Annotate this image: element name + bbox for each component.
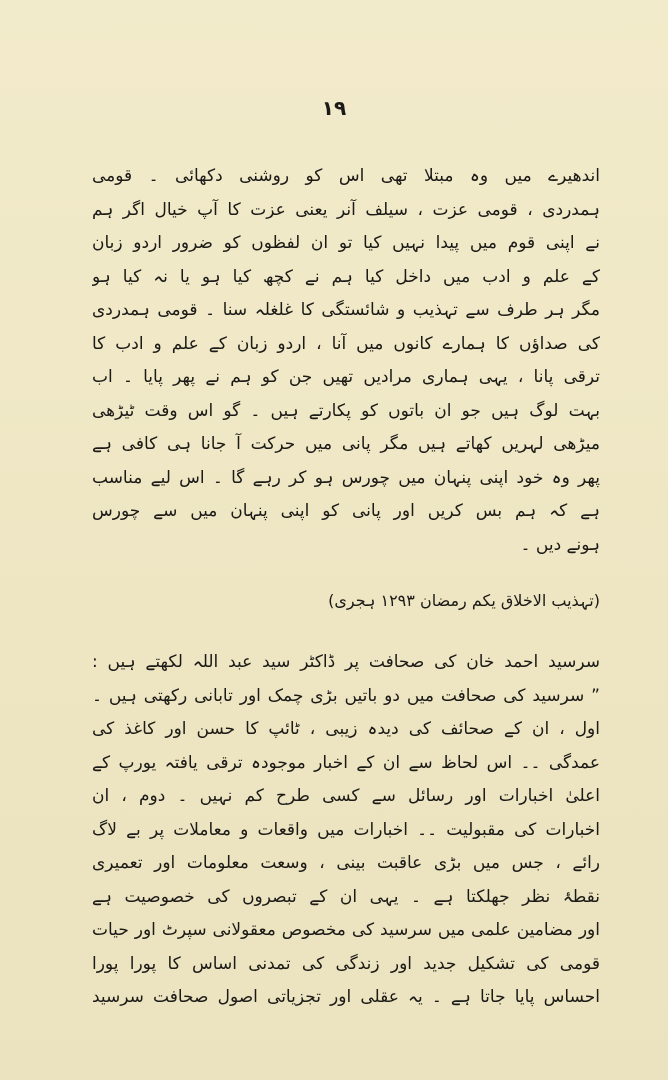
page-number: ۱۹ xyxy=(321,96,347,120)
text-line: اول ، ان کے صحائف کی دیدہ زیبی ، ٹائپ کا حسن اور کاغذ کی xyxy=(92,719,600,739)
text-line: عمدگی ۔۔ اس لحاظ سے ان کے اخبار موجودہ ترقی یافتہ یورپ کے xyxy=(92,752,600,773)
text-line: قومی کی تشکیل جدید اور زندگی کی تمدنی اساس کا پورا پورا xyxy=(92,953,600,974)
text-line: احساس پایا جاتا ہے ۔ یہ عقلی اور تجزیاتی اصول صحافت سرسید xyxy=(92,987,600,1007)
text-line: ترقی پانا ، یہی ہماری مرادیں تھیں جن کو ہم نے پھر پایا ۔ اب xyxy=(92,367,600,387)
text-line: اخبارات کی مقبولیت ۔۔ اخبارات میں واقعات و معاملات پر بے لاگ xyxy=(92,819,600,840)
citation: (تہذیب الاخلاق یکم رمضان ۱۲۹۳ ہجری) xyxy=(328,591,600,610)
text-line: ہونے دیں ۔ xyxy=(520,534,600,555)
text-line: کی صداؤں کا ہمارے کانوں میں آنا ، اردو زبان کے علم و ادب کا xyxy=(92,333,600,354)
text-line: پھر وہ خود اپنی پنہان میں چورس ہو کر رہے گا ۔ اس لیے مناسب xyxy=(92,467,600,488)
text-line: ” سرسید کی صحافت میں دو باتیں بڑی چمک اور تابانی رکھتی ہیں ۔ xyxy=(92,685,600,706)
text-line: نقطۂ نظر جھلکتا ہے ۔ یہی ان کے تبصروں کی خصوصیت ہے xyxy=(92,886,600,907)
paragraph-one xyxy=(92,160,600,562)
text-line: اعلیٰ اخبارات اور رسائل سے کسی طرح کم نہیں ۔ دوم ، ان xyxy=(92,786,600,806)
text-line: اور مضامین علمی میں سرسید کی مخصوص معقولانی سپرٹ اور حیات xyxy=(92,920,600,940)
text-line: بہت لوگ ہیں جو ان باتوں کو پکارتے ہیں ۔ گو اس وقت ٹیڑھی xyxy=(92,400,600,421)
text-line: میڑھی لہریں کھاتے ہیں مگر پانی میں حرکت آ جانا ہی کافی ہے xyxy=(92,434,600,454)
paragraph-two xyxy=(92,646,600,1015)
text-line: ہمدردی ، قومی عزت ، سیلف آنر یعنی عزت کا آپ خیال اگر ہم xyxy=(92,199,600,220)
text-line: کے علم و ادب میں داخل کیا ہم نے کچھ کیا ہو یا نہ کیا ہو xyxy=(92,266,600,287)
text-line: رائے ، جس میں بڑی عاقبت بینی ، وسعت معلومات اور تعمیری xyxy=(92,853,600,873)
text-line: اندھیرے میں وہ مبتلا تھی اس کو روشنی دکھائی ۔ قومی xyxy=(92,166,600,186)
text-line: مگر ہر طرف سے تہذیب و شائستگی کا غلغلہ سنا ۔ قومی ہمدردی xyxy=(92,300,600,320)
text-line: ہے کہ ہم بس کریں اور پانی کو اپنی پنہان میں سے چورس xyxy=(92,501,600,521)
text-line: سرسید احمد خان کی صحافت پر ڈاکٹر سید عبد اللہ لکھتے ہیں : xyxy=(92,652,600,672)
text-line: نے اپنی قوم میں پیدا نہیں کیا تو ان لفظوں کو ضرور اردو زبان xyxy=(92,233,600,253)
